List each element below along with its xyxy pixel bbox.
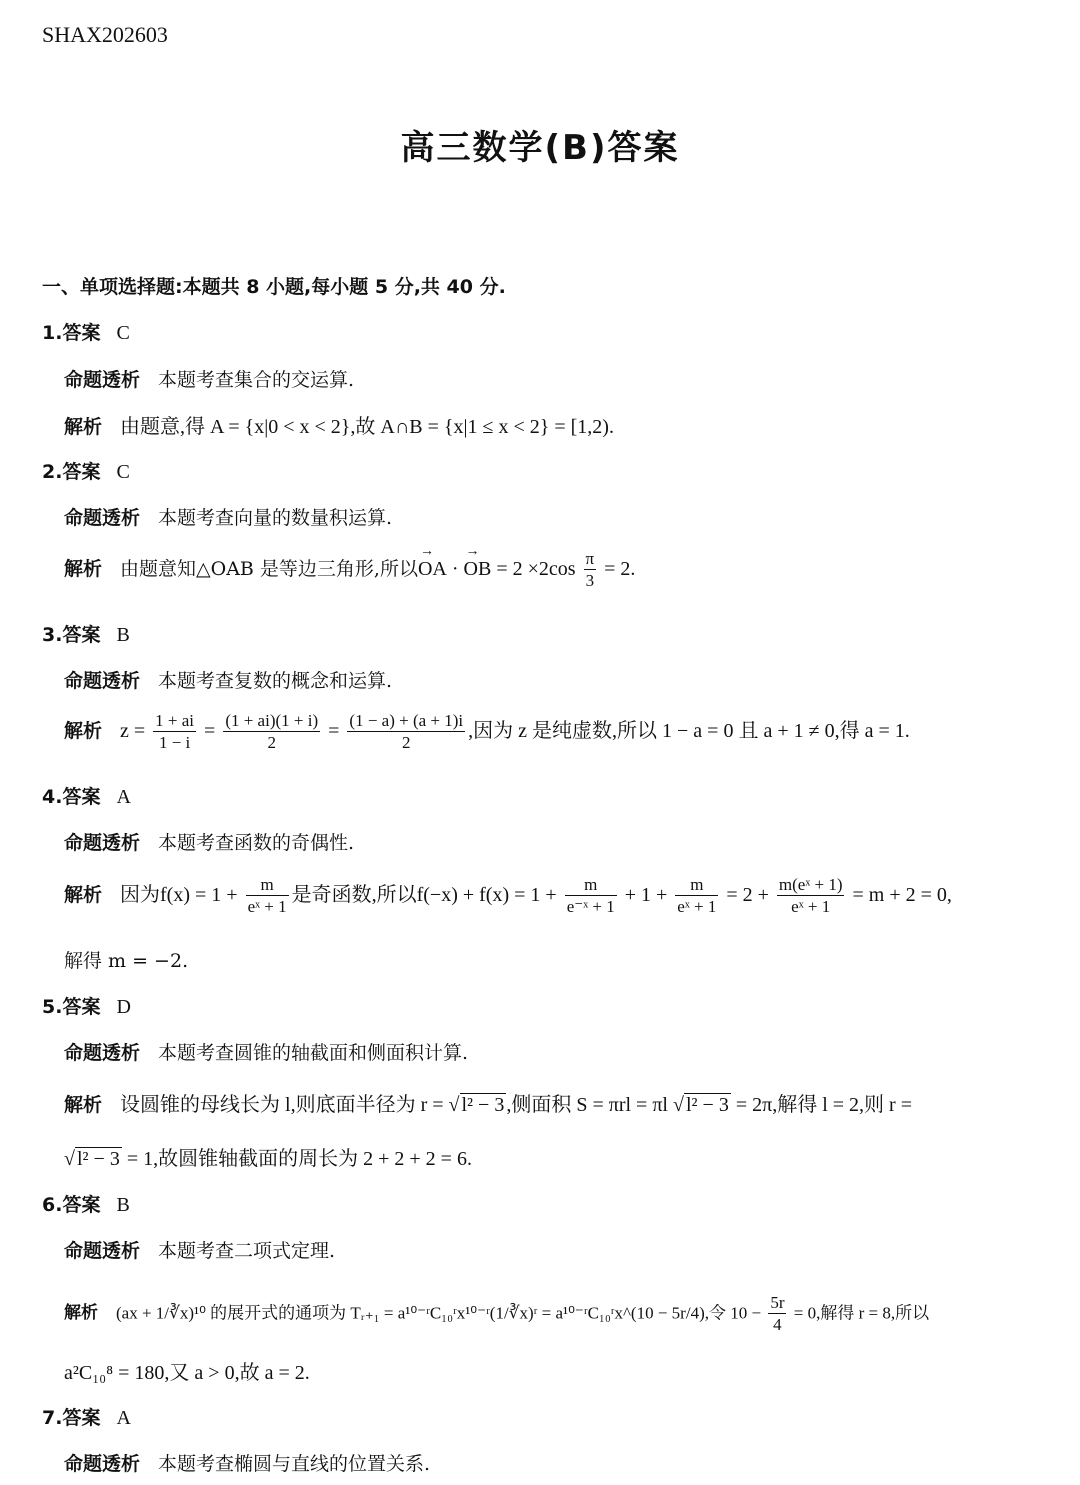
q7-analysis-row: [64, 1449, 430, 1476]
q3-analysis-label: 命题透析: [64, 670, 141, 692]
q4-answer-label: 答案: [62, 786, 101, 808]
q3-solution-tail: ,因为 z 是纯虚数,所以 1 − a = 0 且 a + 1 ≠ 0,得 a = 1.: [468, 719, 910, 742]
fraction-numerator: m: [246, 874, 289, 896]
q4-answer-value: A: [116, 786, 131, 808]
q3-fraction-1: [153, 710, 196, 754]
q4-fraction-2: [565, 874, 617, 918]
q4-fraction-3: [675, 874, 718, 918]
section-heading: 一、单项选择题:本题共 8 小题,每小题 5 分,共 40 分.: [42, 276, 506, 298]
q1-analysis-label: 命题透析: [64, 369, 141, 391]
q3-solution-label: 解析: [64, 719, 103, 742]
fraction-numerator: (1 + ai)(1 + i): [223, 710, 320, 732]
q3-solution-row: [64, 710, 910, 754]
vector-oa: → OA: [418, 558, 447, 581]
q2-solution-label: 解析: [64, 557, 103, 580]
q5-line2-tail: = 1,故圆锥轴截面的周长为 2 + 2 + 2 = 6.: [121, 1148, 472, 1170]
fraction-numerator: m: [675, 874, 718, 896]
fraction-denominator: 4: [773, 1315, 782, 1335]
q4-s5: = m + 2 = 0,: [847, 883, 952, 906]
q2-answer-value: C: [116, 461, 130, 483]
q1-solution-row: [64, 410, 614, 439]
fraction-denominator: eˣ + 1: [791, 897, 831, 917]
q1-answer-label: 答案: [62, 322, 101, 344]
q4-s4: = 2 +: [721, 883, 774, 906]
q6-analysis-label: 命题透析: [64, 1240, 141, 1262]
q5-analysis-row: [64, 1038, 468, 1065]
q2-analysis-row: [64, 503, 392, 530]
q7-answer-value: A: [116, 1407, 131, 1429]
fraction-numerator: 5r: [768, 1292, 786, 1314]
q6-s2: = 0,解得 r = 8,所以: [789, 1303, 930, 1323]
q2-solution-part-a: 由题意知△OAB 是等边三角形,所以: [120, 557, 418, 580]
q5-solution-label: 解析: [64, 1094, 103, 1116]
vector-ob: → OB: [464, 558, 492, 581]
q2-number: 2.: [42, 461, 63, 483]
q7-analysis-text: 本题考查椭圆与直线的位置关系.: [158, 1453, 431, 1475]
q4-solution-row: [64, 874, 952, 918]
q4-s2: 是奇函数,所以f(−x) + f(x) = 1 +: [291, 883, 562, 906]
fraction-denominator: 2: [267, 733, 276, 753]
q1-solution-label: 解析: [64, 416, 103, 438]
q6-answer-value: B: [116, 1194, 130, 1216]
q6-analysis-row: [64, 1236, 335, 1263]
q3-answer-row: [42, 620, 130, 647]
equals-sign: =: [323, 719, 345, 742]
q5-analysis-text: 本题考查圆锥的轴截面和侧面积计算.: [158, 1042, 469, 1064]
fraction-numerator: (1 − a) + (a + 1)i: [347, 710, 465, 732]
q5-solution-line-2: [64, 1142, 472, 1171]
q4-analysis-row: [64, 828, 354, 855]
document-code: SHAX202603: [42, 22, 168, 47]
q4-s1: 因为f(x) = 1 +: [120, 883, 243, 906]
radicand-2: l² − 3: [685, 1094, 729, 1116]
fraction-denominator: 1 − i: [158, 733, 191, 753]
fraction-numerator: m: [565, 874, 617, 896]
q2-analysis-text: 本题考查向量的数量积运算.: [158, 507, 393, 529]
q4-solution-label: 解析: [64, 883, 103, 906]
q7-answer-label: 答案: [62, 1407, 101, 1429]
q5-s2: ,侧面积 S = πrl = πl √: [506, 1094, 684, 1116]
q4-answer-row: [42, 782, 131, 809]
q5-answer-row: [42, 992, 131, 1019]
q3-analysis-text: 本题考查复数的概念和运算.: [158, 670, 393, 692]
q2-answer-row: [42, 457, 130, 484]
fraction-denominator: eˣ + 1: [247, 897, 287, 917]
fraction-denominator: e⁻ˣ + 1: [566, 897, 615, 917]
q6-line2: a²C₁₀⁸ = 180,又 a > 0,故 a = 2.: [64, 1362, 310, 1384]
q6-analysis-text: 本题考查二项式定理.: [158, 1240, 336, 1262]
q6-fraction: [768, 1292, 786, 1336]
q3-analysis-row: [64, 666, 392, 693]
q5-s1: 设圆锥的母线长为 l,则底面半径为 r = √: [120, 1094, 460, 1116]
q6-s1: (ax + 1/∛x)¹⁰ 的展开式的通项为 Tᵣ₊₁ = a¹⁰⁻ʳC₁₀ʳx¹⁰⁻ʳ(1/∛x)ʳ = a¹⁰⁻ʳC₁₀ʳx^(10 − 5r/4),令 10 −: [116, 1303, 766, 1323]
page-title: 高三数学(B)答案: [400, 128, 680, 168]
q5-analysis-label: 命题透析: [64, 1042, 141, 1064]
q6-solution-line-2: [64, 1356, 310, 1385]
q1-answer-row: [42, 318, 130, 345]
q2-solution-part-c: = 2.: [599, 557, 636, 580]
q2-answer-label: 答案: [62, 461, 101, 483]
radicand-1: l² − 3: [461, 1094, 505, 1116]
q4-s3: + 1 +: [619, 883, 673, 906]
q1-solution-text: 由题意,得 A = {x|0 < x < 2},故 A∩B = {x|1 ≤ x < 2} = [1,2).: [120, 416, 614, 438]
q5-s3: = 2π,解得 l = 2,则 r =: [730, 1094, 912, 1116]
q6-answer-label: 答案: [62, 1194, 101, 1216]
q1-analysis-row: [64, 365, 354, 392]
fraction-pi-over-3: [584, 548, 597, 592]
fraction-denominator: eˣ + 1: [677, 897, 717, 917]
q1-analysis-text: 本题考查集合的交运算.: [158, 369, 355, 391]
q7-analysis-label: 命题透析: [64, 1453, 141, 1475]
q3-answer-label: 答案: [62, 624, 101, 646]
q4-analysis-label: 命题透析: [64, 832, 141, 854]
q6-solution-label: 解析: [64, 1303, 98, 1324]
q4-number: 4.: [42, 786, 63, 808]
q1-answer-value: C: [116, 322, 130, 344]
q7-number: 7.: [42, 1407, 63, 1429]
q6-number: 6.: [42, 1194, 63, 1216]
q4-fraction-4: [777, 874, 845, 918]
q3-z-eq: z =: [120, 719, 151, 742]
q3-answer-value: B: [116, 624, 130, 646]
q6-solution-row: [64, 1292, 929, 1336]
fraction-numerator: 1 + ai: [153, 710, 196, 732]
dot-operator: ·: [446, 557, 464, 580]
q3-fraction-3: [347, 710, 465, 754]
q2-solution-row: [64, 548, 635, 592]
fraction-numerator: π: [584, 548, 597, 570]
q5-answer-label: 答案: [62, 996, 101, 1018]
q6-answer-row: [42, 1190, 130, 1217]
radicand-3: l² − 3: [76, 1148, 120, 1170]
q7-answer-row: [42, 1403, 131, 1430]
root-sign: √: [64, 1148, 75, 1170]
q4-analysis-text: 本题考查函数的奇偶性.: [158, 832, 355, 854]
q5-solution-row: [64, 1088, 912, 1117]
fraction-numerator: m(eˣ + 1): [777, 874, 845, 896]
q4-solution-line-2: 解得 m = −2.: [64, 950, 189, 972]
equals-sign: =: [199, 719, 221, 742]
q3-number: 3.: [42, 624, 63, 646]
q2-solution-part-b: = 2 ×2cos: [491, 557, 581, 580]
q4-fraction-1: [246, 874, 289, 918]
q3-fraction-2: [223, 710, 320, 754]
fraction-denominator: 3: [585, 571, 595, 591]
q1-number: 1.: [42, 322, 63, 344]
q2-analysis-label: 命题透析: [64, 507, 141, 529]
q5-number: 5.: [42, 996, 63, 1018]
q5-answer-value: D: [116, 996, 131, 1018]
fraction-denominator: 2: [402, 733, 411, 753]
